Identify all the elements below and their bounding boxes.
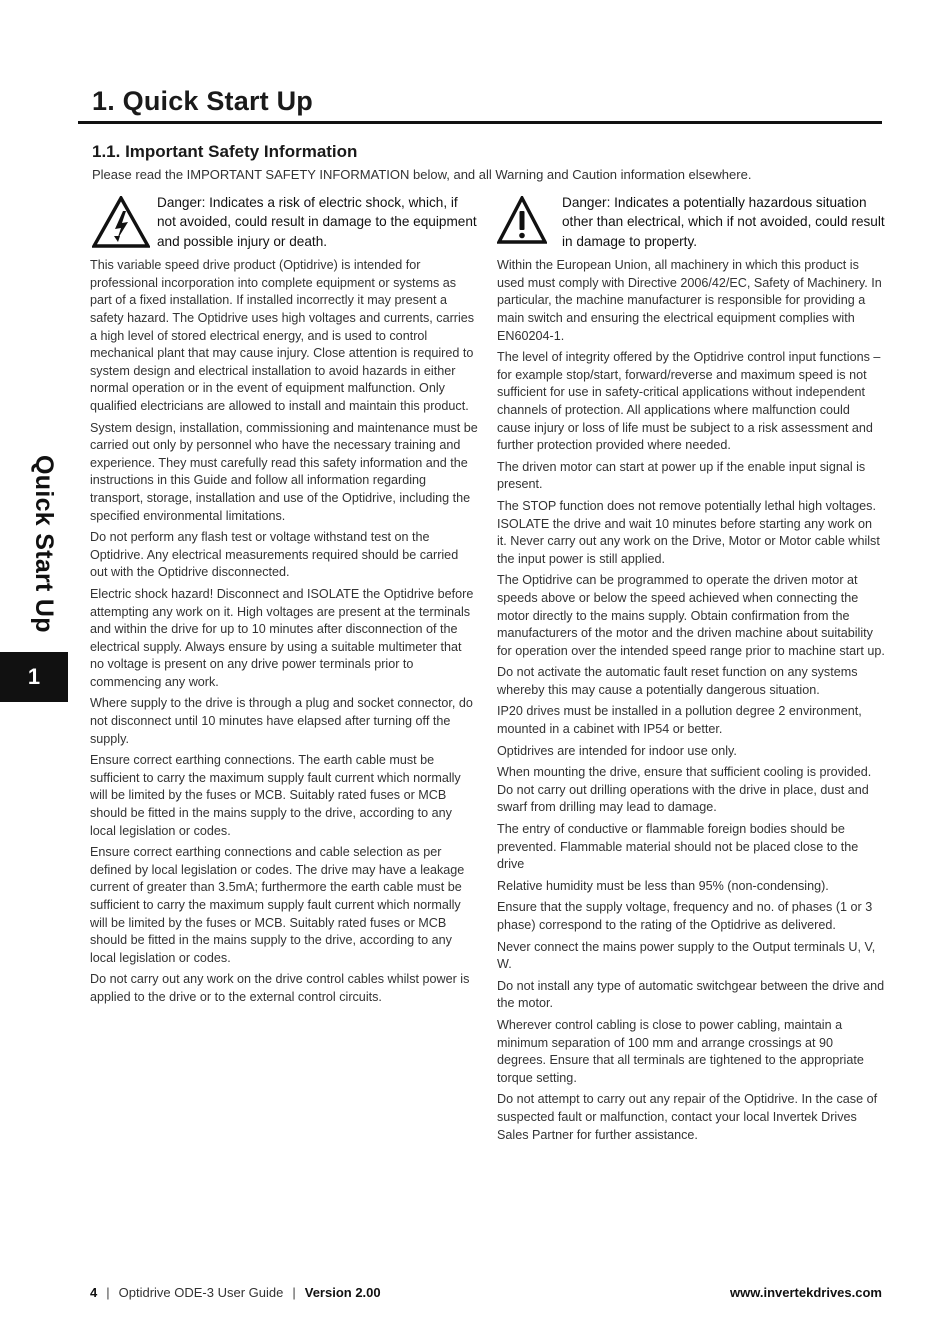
paragraph: Never connect the mains power supply to the Output terminals U, V, W. <box>497 939 876 972</box>
version-label: Version 2.00 <box>304 1285 381 1300</box>
paragraph: Optidrives are intended for indoor use only. <box>497 743 737 758</box>
side-tab-number: 1 <box>0 652 68 702</box>
title-rule <box>78 121 882 124</box>
paragraph: System design, installation, commissioning and maintenance must be carried out only by personnel who have the necessary training and experience. They must carefully read this safety information and the instructions in this Guide and follow all information regarding transport, storage, installation and use of the Optidrive, including the specified environmental limitations. <box>90 420 478 523</box>
paragraph: When mounting the drive, ensure that sufficient cooling is provided. Do not carry out drilling operations with the drive in place, dust and swarf from drilling may lead to damage. <box>497 765 872 815</box>
paragraph: The Optidrive can be programmed to operate the driven motor at speeds above or below the speed achieved when connecting the motor directly to the mains supply. Obtain confirmation from the manufacturers of the motor and the driven machine about suitability for operation over the intended speed range prior to machine start up. <box>497 573 885 658</box>
paragraph: This variable speed drive product (Optidrive) is intended for professional incorporation into complete equipment or systems as part of a fixed installation. If installed incorrectly it may present a safety hazard. The Optidrive uses high voltages and currents, carries a high level of stored electrical energy, and is used to control mechanical plant that may cause injury. Close attention is required to system design and electrical installation to avoid hazards in either normal operation or in the event of equipment malfunction. Only qualified electricians are allowed to install and maintain this product. <box>90 258 475 413</box>
electric-danger-text: Danger: Indicates a risk of electric shock, which, if not avoided, could result in damage to the equipment and possible injury or death. <box>157 195 477 249</box>
paragraph: Where supply to the drive is through a plug and socket connector, do not disconnect until 10 minutes have elapsed after turning off the supply. <box>90 696 473 746</box>
page-number: 4 <box>90 1285 98 1300</box>
paragraph: Wherever control cabling is close to power cabling, maintain a minimum separation of 100 mm and arrange crossings at 90 degrees. Ensure that all terminals are tightened to the appropriate torque setting. <box>497 1017 864 1085</box>
paragraph: Do not carry out any work on the drive control cables whilst power is applied to the drive or to the external control circuits. <box>90 972 470 1004</box>
paragraph: Ensure that the supply voltage, frequency and no. of phases (1 or 3 phase) correspond to the rating of the Optidrive as delivered. <box>497 900 873 932</box>
page-title: 1. Quick Start Up <box>92 86 313 116</box>
paragraph: Do not install any type of automatic switchgear between the drive and the motor. <box>497 978 885 1011</box>
paragraph: The level of integrity offered by the Optidrive control input functions – for example stop/start, forward/reverse and maximum speed is not sufficient for use in safety-critical applications without independent channels of protection. All applications where malfunction could cause injury or loss of life must be subject to a risk assessment and further protection provided where needed. <box>497 350 881 453</box>
paragraph: Do not perform any flash test or voltage withstand test on the Optidrive. Any electrical measurements required should be carried out with the Optidrive disconnected. <box>90 530 459 580</box>
paragraph: Do not activate the automatic fault reset function on any systems whereby this may cause a potentially dangerous situation. <box>497 665 858 697</box>
paragraph: Within the European Union, all machinery in which this product is used must comply with Directive 2006/42/EC, Safety of Machinery. In particular, the machine manufacturer is responsible for providing a main switch and ensuring the electrical equipment complies with EN60204-1. <box>497 258 882 343</box>
paragraph: IP20 drives must be installed in a pollution degree 2 environment, mounted in a cabinet with IP54 or better. <box>497 704 862 737</box>
hazard-danger-text: Danger: Indicates a potentially hazardous situation other than electrical, which if not avoided, could result in damage to property. <box>562 195 885 249</box>
paragraph: The entry of conductive or flammable foreign bodies should be prevented. Flammable material should not be placed close to the drive <box>497 822 859 872</box>
paragraph: Ensure correct earthing connections. The earth cable must be sufficient to carry the maximum supply fault current which normally will be limited by the fuses or MCB. Suitably rated fuses or MCB should be fitted in the mains supply to the drive, according to any local legislation or codes. <box>90 753 461 838</box>
left-column <box>90 193 478 1011</box>
paragraph: Do not attempt to carry out any repair of the Optidrive. In the case of suspected fault or malfunction, contact your local Invertek Drives Sales Partner for further assistance. <box>497 1092 878 1142</box>
intro-text: Please read the IMPORTANT SAFETY INFORMATION below, and all Warning and Caution information elsewhere. <box>92 167 752 182</box>
paragraph: The driven motor can start at power up if the enable input signal is present. <box>497 459 866 492</box>
right-column <box>497 193 885 1148</box>
website-link[interactable]: www.invertekdrives.com <box>730 1285 882 1300</box>
electric-shock-warning-icon <box>92 196 150 248</box>
paragraph: Relative humidity must be less than 95% (non-condensing). <box>497 878 829 893</box>
general-warning-icon <box>497 196 547 244</box>
side-tab-label: Quick Start Up <box>30 455 58 633</box>
guide-name: Optidrive ODE-3 User Guide <box>118 1285 284 1300</box>
electric-danger-notice <box>90 193 478 251</box>
section-heading: 1.1. Important Safety Information <box>92 142 358 161</box>
paragraph: Ensure correct earthing connections and cable selection as per defined by local legislation or codes. The drive may have a leakage current of greater than 3.5mA; furthermore the earth cable must be sufficient to carry the maximum supply fault current which normally will be limited by the fuses or MCB. Suitably rated fuses or MCB should be fitted in the mains supply to the drive, according to any local legislation or codes. <box>90 845 465 965</box>
hazard-danger-notice <box>497 193 885 251</box>
paragraph: The STOP function does not remove potentially lethal high voltages. ISOLATE the drive and wait 10 minutes before starting any work on it. Never carry out any work on the Drive, Motor or Motor cable whilst the input power is still applied. <box>497 498 880 566</box>
paragraph: Electric shock hazard! Disconnect and ISOLATE the Optidrive before attempting any work on it. High voltages are present at the terminals and within the drive for up to 10 minutes after disconnection of the electrical supply. Always ensure by using a suitable multimeter that no voltage is present on any drive power terminals prior to commencing any work. <box>90 586 474 689</box>
